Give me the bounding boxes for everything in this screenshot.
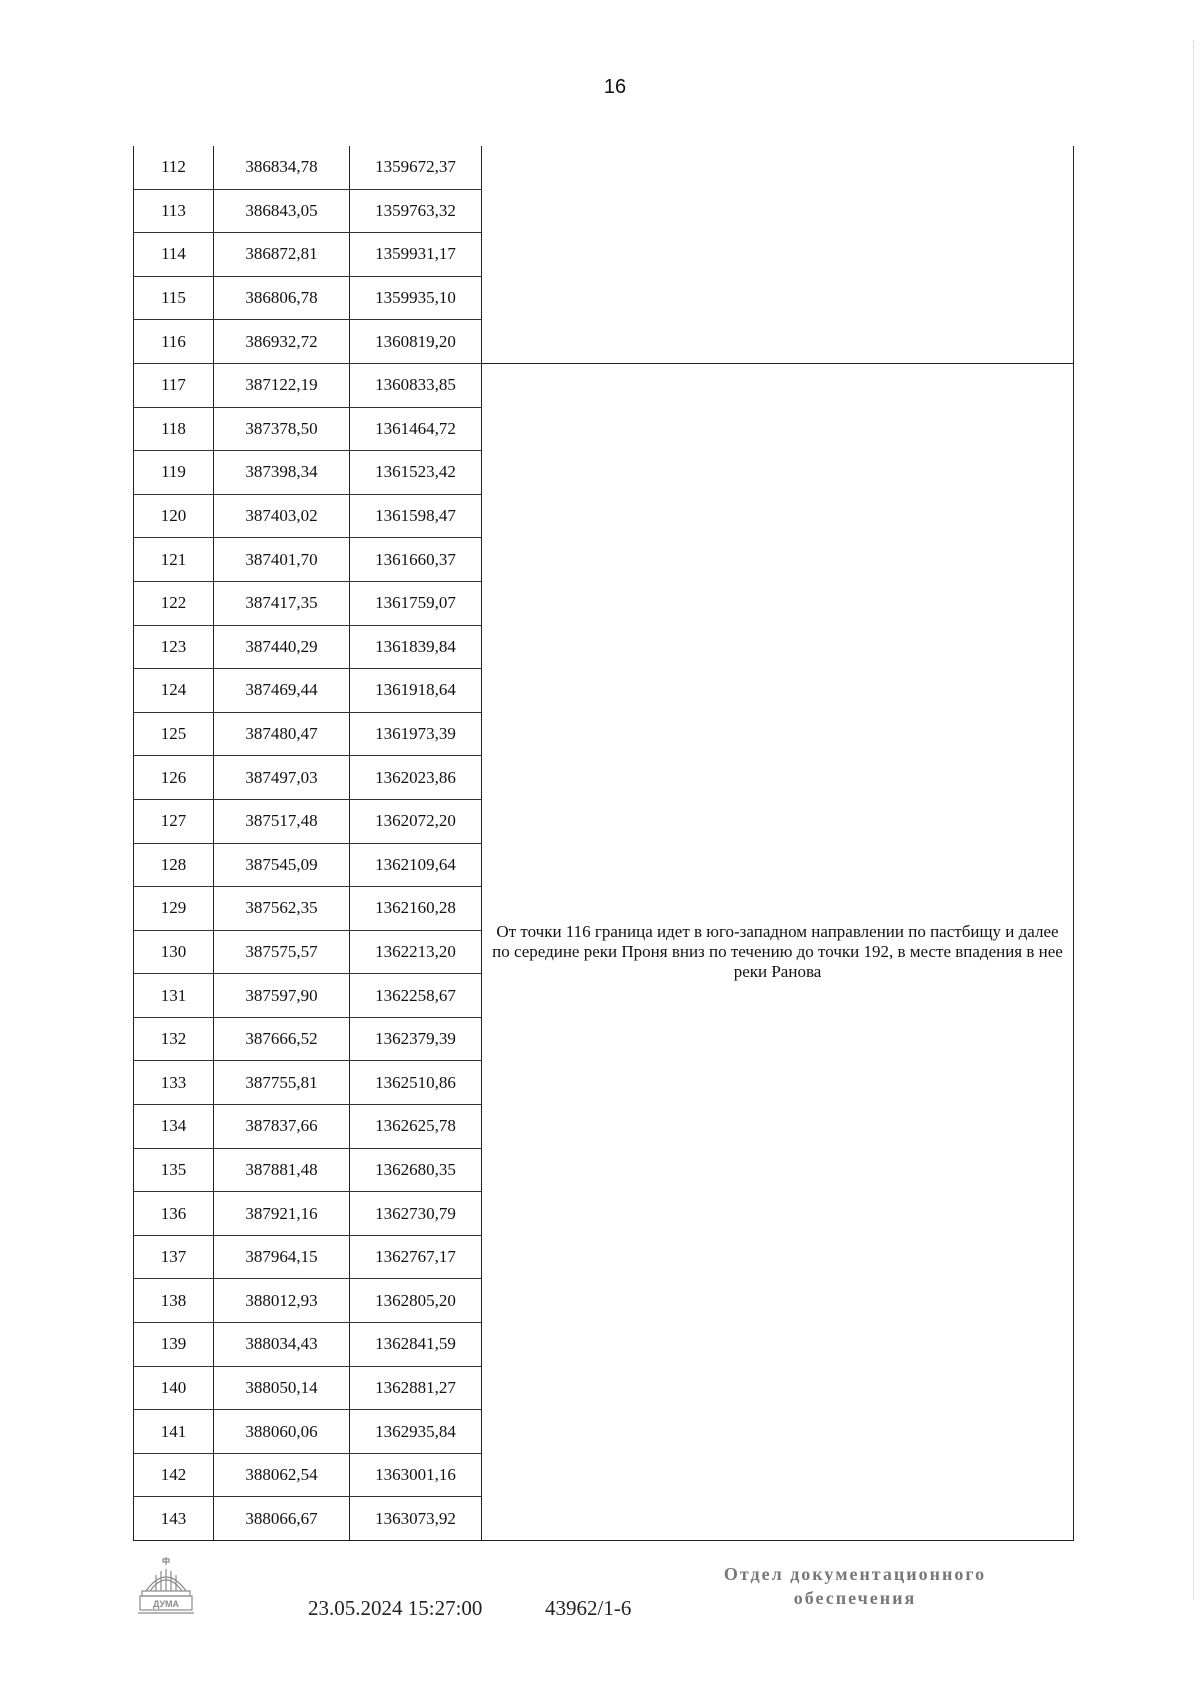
x-coordinate-cell: 388012,93 xyxy=(214,1279,350,1323)
coordinates-table xyxy=(133,146,1074,1541)
boundary-description-cell: От точки 116 граница идет в юго-западном направлении по пастбищу и далее по середине реки Проня вниз по течению до точки 192, в месте впадения в нее реки Ранова xyxy=(482,363,1074,1540)
y-coordinate-cell: 1362258,67 xyxy=(350,974,482,1018)
point-number-cell: 131 xyxy=(134,974,214,1018)
point-number-cell: 112 xyxy=(134,146,214,189)
x-coordinate-cell: 386872,81 xyxy=(214,233,350,277)
point-number-cell: 114 xyxy=(134,233,214,277)
y-coordinate-cell: 1362730,79 xyxy=(350,1192,482,1236)
point-number-cell: 115 xyxy=(134,276,214,320)
point-number-cell: 140 xyxy=(134,1366,214,1410)
y-coordinate-cell: 1362935,84 xyxy=(350,1410,482,1454)
y-coordinate-cell: 1362881,27 xyxy=(350,1366,482,1410)
point-number-cell: 133 xyxy=(134,1061,214,1105)
point-number-cell: 138 xyxy=(134,1279,214,1323)
table-row xyxy=(134,146,1074,189)
y-coordinate-cell: 1361918,64 xyxy=(350,669,482,713)
x-coordinate-cell: 386806,78 xyxy=(214,276,350,320)
x-coordinate-cell: 388066,67 xyxy=(214,1497,350,1541)
stamp-line-2: обеспечения xyxy=(793,1588,917,1608)
y-coordinate-cell: 1361660,37 xyxy=(350,538,482,582)
y-coordinate-cell: 1363073,92 xyxy=(350,1497,482,1541)
x-coordinate-cell: 387921,16 xyxy=(214,1192,350,1236)
y-coordinate-cell: 1361839,84 xyxy=(350,625,482,669)
point-number-cell: 122 xyxy=(134,581,214,625)
y-coordinate-cell: 1362805,20 xyxy=(350,1279,482,1323)
x-coordinate-cell: 387964,15 xyxy=(214,1235,350,1279)
x-coordinate-cell: 388062,54 xyxy=(214,1453,350,1497)
point-number-cell: 129 xyxy=(134,887,214,931)
y-coordinate-cell: 1362072,20 xyxy=(350,799,482,843)
point-number-cell: 116 xyxy=(134,320,214,364)
x-coordinate-cell: 388050,14 xyxy=(214,1366,350,1410)
y-coordinate-cell: 1362680,35 xyxy=(350,1148,482,1192)
y-coordinate-cell: 1362023,86 xyxy=(350,756,482,800)
department-stamp xyxy=(690,1562,1020,1610)
coordinates-table-wrapper xyxy=(133,146,1073,1541)
y-coordinate-cell: 1359672,37 xyxy=(350,146,482,189)
point-number-cell: 139 xyxy=(134,1323,214,1367)
y-coordinate-cell: 1362841,59 xyxy=(350,1323,482,1367)
x-coordinate-cell: 387562,35 xyxy=(214,887,350,931)
x-coordinate-cell: 387401,70 xyxy=(214,538,350,582)
scan-edge-line xyxy=(1192,40,1194,1600)
point-number-cell: 135 xyxy=(134,1148,214,1192)
point-number-cell: 124 xyxy=(134,669,214,713)
page-footer xyxy=(0,1550,1200,1670)
x-coordinate-cell: 387398,34 xyxy=(214,451,350,495)
x-coordinate-cell: 387122,19 xyxy=(214,363,350,407)
point-number-cell: 143 xyxy=(134,1497,214,1541)
x-coordinate-cell: 386932,72 xyxy=(214,320,350,364)
x-coordinate-cell: 387440,29 xyxy=(214,625,350,669)
x-coordinate-cell: 388060,06 xyxy=(214,1410,350,1454)
point-number-cell: 123 xyxy=(134,625,214,669)
point-number-cell: 130 xyxy=(134,930,214,974)
registration-number: 43962/1-6 xyxy=(545,1596,632,1620)
y-coordinate-cell: 1362510,86 xyxy=(350,1061,482,1105)
y-coordinate-cell: 1362767,17 xyxy=(350,1235,482,1279)
point-number-cell: 136 xyxy=(134,1192,214,1236)
page-number: 16 xyxy=(603,76,627,98)
y-coordinate-cell: 1361598,47 xyxy=(350,494,482,538)
x-coordinate-cell: 387480,47 xyxy=(214,712,350,756)
x-coordinate-cell: 387517,48 xyxy=(214,799,350,843)
svg-text:ДУМА: ДУМА xyxy=(152,1599,180,1609)
x-coordinate-cell: 387417,35 xyxy=(214,581,350,625)
y-coordinate-cell: 1361464,72 xyxy=(350,407,482,451)
point-number-cell: 132 xyxy=(134,1017,214,1061)
x-coordinate-cell: 387545,09 xyxy=(214,843,350,887)
point-number-cell: 113 xyxy=(134,189,214,233)
point-number-cell: 119 xyxy=(134,451,214,495)
x-coordinate-cell: 387575,57 xyxy=(214,930,350,974)
point-number-cell: 134 xyxy=(134,1105,214,1149)
point-number-cell: 125 xyxy=(134,712,214,756)
y-coordinate-cell: 1362213,20 xyxy=(350,930,482,974)
point-number-cell: 142 xyxy=(134,1453,214,1497)
y-coordinate-cell: 1360833,85 xyxy=(350,363,482,407)
x-coordinate-cell: 386843,05 xyxy=(214,189,350,233)
x-coordinate-cell: 387597,90 xyxy=(214,974,350,1018)
point-number-cell: 121 xyxy=(134,538,214,582)
point-number-cell: 120 xyxy=(134,494,214,538)
x-coordinate-cell: 388034,43 xyxy=(214,1323,350,1367)
document-datetime: 23.05.2024 15:27:00 xyxy=(308,1596,483,1620)
stamp-line-1: Отдел документационного xyxy=(723,1564,987,1584)
y-coordinate-cell: 1363001,16 xyxy=(350,1453,482,1497)
y-coordinate-cell: 1360819,20 xyxy=(350,320,482,364)
table-row xyxy=(134,363,1074,407)
x-coordinate-cell: 387666,52 xyxy=(214,1017,350,1061)
coordinates-table-body xyxy=(134,146,1074,1541)
x-coordinate-cell: 387837,66 xyxy=(214,1105,350,1149)
point-number-cell: 137 xyxy=(134,1235,214,1279)
y-coordinate-cell: 1361523,42 xyxy=(350,451,482,495)
point-number-cell: 117 xyxy=(134,363,214,407)
x-coordinate-cell: 387378,50 xyxy=(214,407,350,451)
y-coordinate-cell: 1362160,28 xyxy=(350,887,482,931)
y-coordinate-cell: 1359935,10 xyxy=(350,276,482,320)
x-coordinate-cell: 387497,03 xyxy=(214,756,350,800)
point-number-cell: 141 xyxy=(134,1410,214,1454)
y-coordinate-cell: 1361973,39 xyxy=(350,712,482,756)
point-number-cell: 118 xyxy=(134,407,214,451)
x-coordinate-cell: 387469,44 xyxy=(214,669,350,713)
point-number-cell: 126 xyxy=(134,756,214,800)
y-coordinate-cell: 1359763,32 xyxy=(350,189,482,233)
duma-building-icon xyxy=(136,1555,196,1617)
point-number-cell: 127 xyxy=(134,799,214,843)
y-coordinate-cell: 1359931,17 xyxy=(350,233,482,277)
boundary-description-upper-cell xyxy=(482,146,1074,363)
y-coordinate-cell: 1362109,64 xyxy=(350,843,482,887)
x-coordinate-cell: 387403,02 xyxy=(214,494,350,538)
x-coordinate-cell: 387755,81 xyxy=(214,1061,350,1105)
y-coordinate-cell: 1362379,39 xyxy=(350,1017,482,1061)
x-coordinate-cell: 386834,78 xyxy=(214,146,350,189)
point-number-cell: 128 xyxy=(134,843,214,887)
x-coordinate-cell: 387881,48 xyxy=(214,1148,350,1192)
y-coordinate-cell: 1361759,07 xyxy=(350,581,482,625)
y-coordinate-cell: 1362625,78 xyxy=(350,1105,482,1149)
